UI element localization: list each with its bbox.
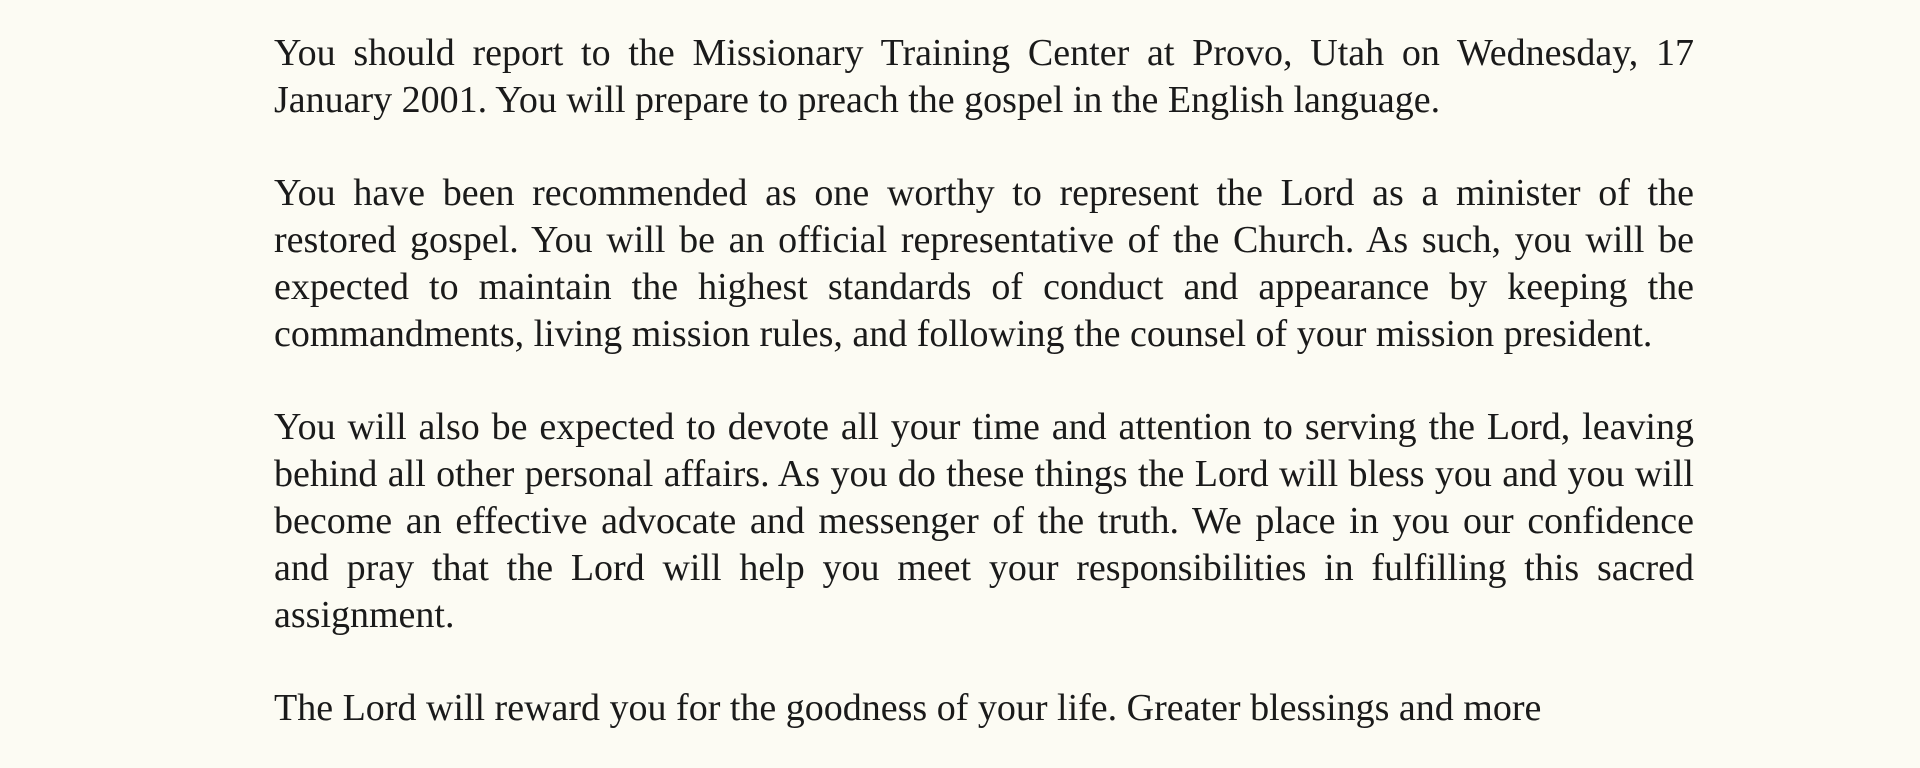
letter-body — [274, 30, 1694, 768]
paragraph-worthy-representative: You have been recommended as one worthy to represent the Lord as a minister of the restored gospel. You will be an official representative of the Church. As such, you will be expected to maintain the highest standards of conduct and appearance by keeping the commandments, living mission rules, and following the counsel of your mission president. — [274, 172, 1694, 355]
paragraph-report-date: You should report to the Missionary Training Center at Provo, Utah on Wednesday, 17 January 2001. You will prepare to preach the gospel in the English language. — [274, 32, 1694, 121]
paragraph-devote-time: You will also be expected to devote all your time and attention to serving the Lord, leaving behind all other personal affairs. As you do these things the Lord will bless you and you will become an effective advocate and messenger of the truth. We place in you our confidence and pray that the Lord will help you meet your responsibilities in fulfilling this sacred assignment. — [274, 406, 1694, 636]
paragraph-reward: The Lord will reward you for the goodness of your life. Greater blessings and more — [274, 687, 1542, 729]
